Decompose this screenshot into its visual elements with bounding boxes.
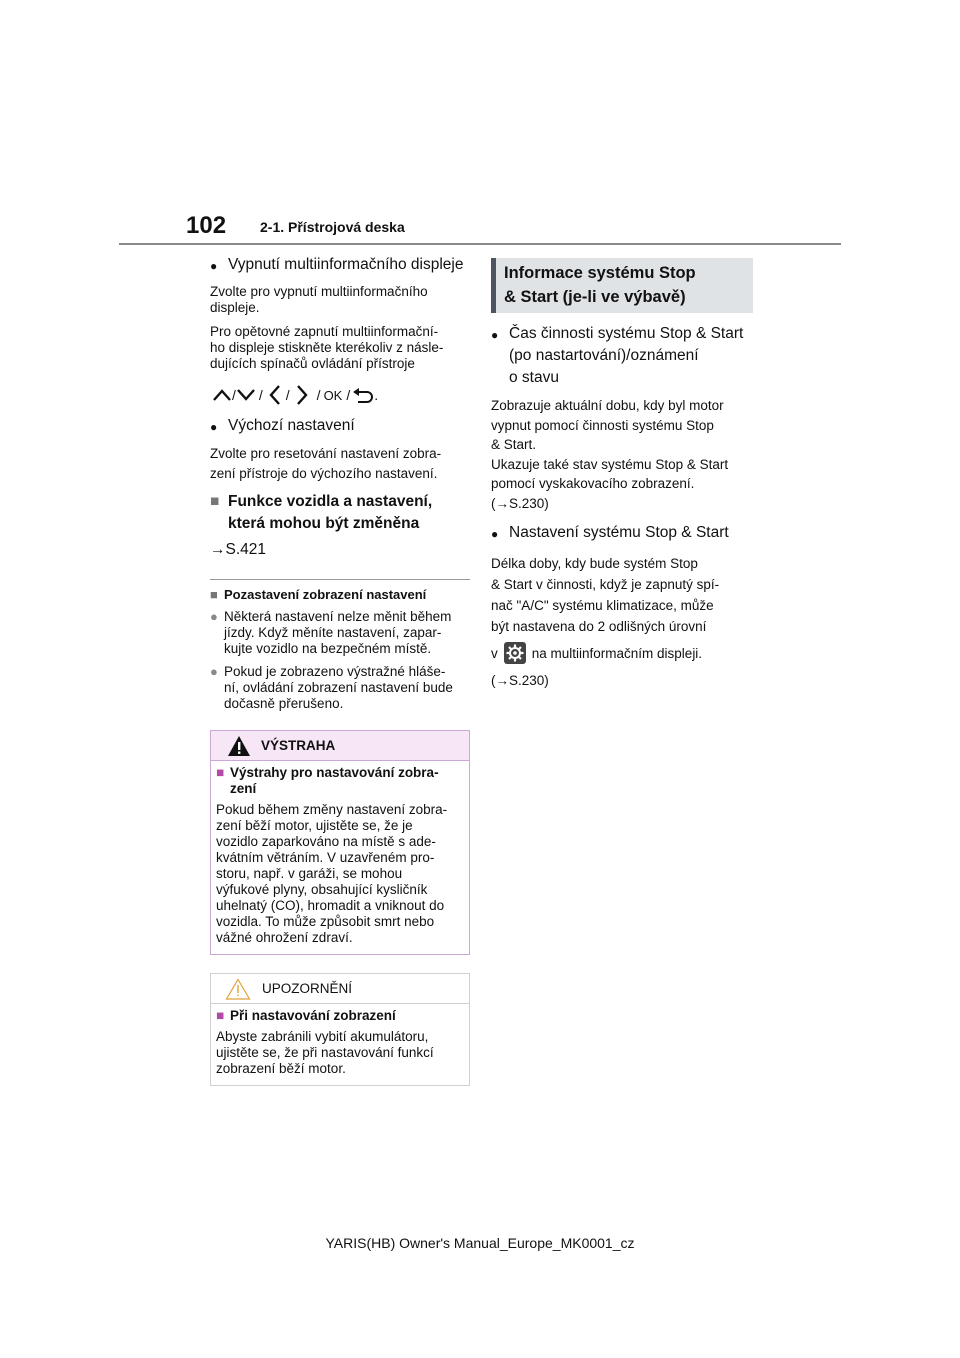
bullet-icon: ● (210, 259, 218, 273)
item-display-off-text: Zvolte pro vypnutí multiinformačního displeje. (210, 284, 428, 315)
list-item: ● Některá nastavení nelze měnit během jízdy. Když měníte nastavení, zapar- kujte vozidlo na bezpečném místě. (210, 609, 452, 656)
square-marker-icon: ■ (216, 1008, 225, 1023)
left-column (210, 254, 470, 1086)
caution-title: UPOZORNĚNÍ (262, 981, 353, 996)
caution-triangle-icon (225, 978, 251, 1000)
chevron-left-icon (269, 384, 281, 406)
item-display-off-text2: Pro opětovné zapnutí multiinformační- ho displeje stiskněte kterékoliv z násle- dujících spínačů ovládání přístroje (210, 324, 444, 371)
caution-box (210, 973, 470, 1086)
bullet-icon: ● (491, 527, 499, 541)
square-marker-icon: ■ (210, 587, 218, 602)
control-buttons-row: / / / / OK / . (210, 384, 470, 406)
item-stop-start-settings-text: Délka doby, kdy bude systém Stop & Start v činnosti, když je zapnutý spí- nač "A/C" systému klimatizace, může být nastavena do 2 odlišných úrovní (491, 556, 720, 634)
warning-triangle-icon (227, 735, 251, 757)
bullet-icon: ● (210, 609, 218, 624)
page-reference: →S.421 (210, 541, 267, 558)
item-display-off-title: ● Vypnutí multiinformačního displeje (210, 254, 470, 277)
warning-title: VÝSTRAHA (261, 738, 336, 753)
right-column (491, 258, 753, 688)
chapter-title: 2-1. Přístrojová deska (260, 219, 405, 235)
divider (210, 579, 470, 580)
ok-button-label: OK (323, 387, 343, 403)
item-stop-start-settings-title: ● Nastavení systému Stop & Start (491, 522, 753, 545)
bullet-icon: ● (210, 420, 218, 434)
page-reference: (→S.230) (491, 673, 549, 688)
chevron-up-icon (212, 388, 232, 402)
caution-text: Abyste zabránili vybití akumulátoru, ujistěte se, že při nastavování funkcí zobrazení běží motor. (216, 1029, 434, 1076)
bullet-icon: ● (491, 328, 499, 342)
square-marker-icon: ■ (210, 493, 220, 510)
footer-text: YARIS(HB) Owner's Manual_Europe_MK0001_cz (325, 1235, 635, 1251)
subsection-heading: ■ Funkce vozidla a nastavení, která mohou být změněna (210, 493, 433, 532)
gear-icon (504, 642, 526, 664)
item-default-title: ● Výchozí nastavení (210, 415, 470, 438)
chevron-down-icon (236, 388, 256, 402)
square-marker-icon: ■ (216, 765, 225, 780)
item-default-text: Zvolte pro resetování nastavení zobra- zení přístroje do výchozího nastavení. (210, 446, 442, 481)
warning-text: Pokud během změny nastavení zobra- zení běží motor, ujistěte se, že je vozidlo zaparkováno na místě s ade- kvátním větráním. V uzavřeném pro- storu, např. v garáži, se mohou výfukové plyny, obsahující kysličník uhelnatý (CO), hromadit a vniknout do vozidla. To může způsobit smrt nebo vážné ohrožení zdraví. (216, 802, 448, 945)
header-rule (119, 243, 841, 245)
notes-section (210, 587, 470, 712)
chevron-right-icon (296, 384, 308, 406)
warning-box (210, 730, 470, 955)
bullet-icon: ● (210, 664, 218, 679)
notes-title: Pozastavení zobrazení nastavení (224, 587, 427, 602)
page-number: 102 (186, 212, 227, 239)
section-title: Informace systému Stop & Start (je-li ve výbavě) (491, 258, 753, 313)
item-stop-start-time-title: ● Čas činnosti systému Stop & Start (po nastartování)/oznámení o stavu (491, 323, 753, 389)
warning-heading: ■ Výstrahy pro nastavování zobra- zení (216, 765, 439, 796)
item-stop-start-time-text: Zobrazuje aktuální dobu, kdy byl motor vypnut pomocí činnosti systému Stop & Start. Ukazuje také stav systému Stop & Start pomocí vyskakovacího zobrazení. (→S.230) (491, 398, 729, 511)
settings-icon-line: v na multiinformačním displeji. (491, 642, 753, 664)
list-item: ● Pokud je zobrazeno výstražné hláše- ní, ovládání zobrazení nastavení bude dočasně přerušeno. (210, 664, 453, 711)
caution-heading: ■ Při nastavování zobrazení (216, 1008, 396, 1023)
back-arrow-icon (352, 387, 374, 403)
